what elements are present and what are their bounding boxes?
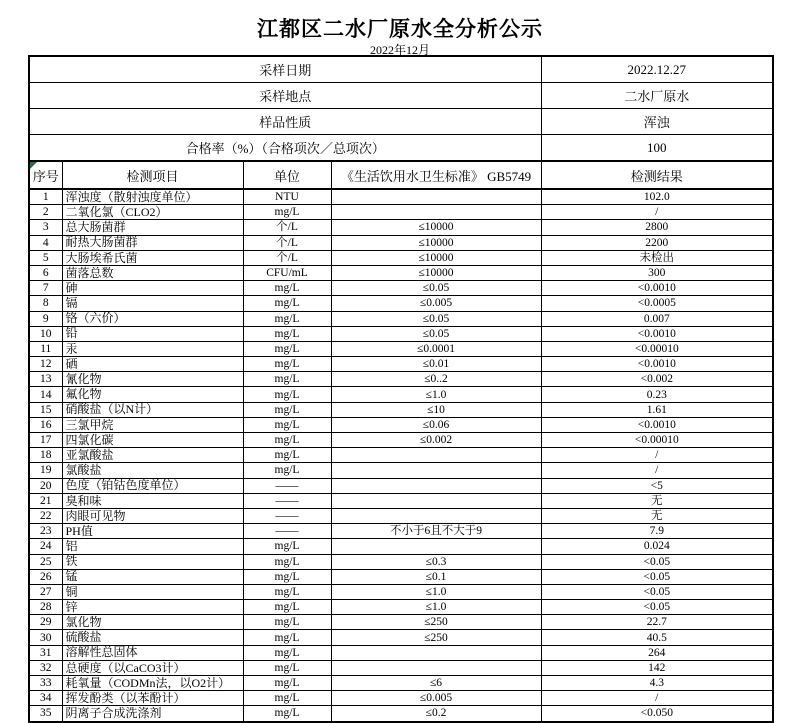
table-row — [29, 691, 773, 706]
table-row — [29, 584, 773, 599]
info-row-pass-rate — [29, 135, 773, 162]
row-standard — [331, 478, 541, 493]
row-standard: 不小于6且不大于9 — [331, 524, 541, 539]
table-row — [29, 660, 773, 675]
excel-error-triangle-icon — [30, 162, 37, 169]
row-result: <0.05 — [541, 600, 773, 615]
row-item-name: 氰化物 — [62, 372, 243, 387]
row-result: 264 — [541, 645, 773, 660]
row-result: <0.002 — [541, 372, 773, 387]
row-unit: mg/L — [243, 402, 331, 417]
row-unit: mg/L — [243, 448, 331, 463]
row-item-name: 耐热大肠菌群 — [62, 235, 243, 250]
table-row — [29, 630, 773, 645]
table-row — [29, 281, 773, 296]
row-standard — [331, 508, 541, 523]
row-item-name: 镉 — [62, 296, 243, 311]
row-result: <0.0010 — [541, 281, 773, 296]
table-row — [29, 524, 773, 539]
row-result: / — [541, 463, 773, 478]
table-row — [29, 402, 773, 417]
row-item-name: 硫酸盐 — [62, 630, 243, 645]
row-result: 无 — [541, 493, 773, 508]
row-standard — [331, 660, 541, 675]
table-row — [29, 493, 773, 508]
row-unit: mg/L — [243, 706, 331, 722]
col-header-seq: 序号 — [29, 161, 62, 189]
row-standard: ≤250 — [331, 615, 541, 630]
row-standard: ≤0.06 — [331, 417, 541, 432]
row-result: 40.5 — [541, 630, 773, 645]
row-standard: ≤0.005 — [331, 296, 541, 311]
row-seq: 34 — [29, 691, 62, 706]
row-item-name: 挥发酚类（以苯酚计） — [62, 691, 243, 706]
row-unit: mg/L — [243, 676, 331, 691]
info-label: 采样地点 — [29, 83, 541, 109]
info-row-sampling-site — [29, 83, 773, 109]
row-unit: mg/L — [243, 584, 331, 599]
row-result: 0.007 — [541, 311, 773, 326]
table-row — [29, 706, 773, 722]
table-row — [29, 645, 773, 660]
row-seq: 24 — [29, 539, 62, 554]
row-seq: 35 — [29, 706, 62, 722]
row-unit: CFU/mL — [243, 265, 331, 280]
info-label: 采样日期 — [29, 56, 541, 83]
row-item-name: 硒 — [62, 357, 243, 372]
row-item-name: 锌 — [62, 600, 243, 615]
row-item-name: 汞 — [62, 341, 243, 356]
table-row — [29, 569, 773, 584]
row-seq: 29 — [29, 615, 62, 630]
row-result: <0.0005 — [541, 296, 773, 311]
table-row — [29, 600, 773, 615]
row-unit: mg/L — [243, 341, 331, 356]
row-item-name: 氯酸盐 — [62, 463, 243, 478]
row-seq: 1 — [29, 189, 62, 205]
row-seq: 2 — [29, 205, 62, 220]
row-item-name: 三氯甲烷 — [62, 417, 243, 432]
row-seq: 12 — [29, 357, 62, 372]
row-item-name: 铝 — [62, 539, 243, 554]
row-seq: 16 — [29, 417, 62, 432]
row-seq: 32 — [29, 660, 62, 675]
row-unit: mg/L — [243, 569, 331, 584]
row-result: / — [541, 448, 773, 463]
row-result: 102.0 — [541, 189, 773, 205]
table-row — [29, 433, 773, 448]
row-seq: 28 — [29, 600, 62, 615]
row-item-name: 亚氯酸盐 — [62, 448, 243, 463]
row-seq: 21 — [29, 493, 62, 508]
row-seq: 31 — [29, 645, 62, 660]
table-row — [29, 326, 773, 341]
row-unit: mg/L — [243, 296, 331, 311]
row-result: 1.61 — [541, 402, 773, 417]
row-seq: 9 — [29, 311, 62, 326]
row-unit: mg/L — [243, 433, 331, 448]
row-item-name: 四氯化碳 — [62, 433, 243, 448]
row-unit: mg/L — [243, 615, 331, 630]
row-seq: 23 — [29, 524, 62, 539]
row-unit: mg/L — [243, 600, 331, 615]
results-body — [29, 189, 773, 722]
row-item-name: 硝酸盐（以N计） — [62, 402, 243, 417]
info-value: 2022.12.27 — [541, 56, 773, 83]
row-seq: 13 — [29, 372, 62, 387]
table-row — [29, 250, 773, 265]
row-seq: 4 — [29, 235, 62, 250]
row-standard: ≤1.0 — [331, 387, 541, 402]
table-row — [29, 463, 773, 478]
row-standard: ≤0.05 — [331, 281, 541, 296]
table-row — [29, 220, 773, 235]
row-standard: ≤10 — [331, 402, 541, 417]
row-item-name: 浑浊度（散射浊度单位） — [62, 189, 243, 205]
row-item-name: 阴离子合成洗涤剂 — [62, 706, 243, 722]
row-item-name: 肉眼可见物 — [62, 508, 243, 523]
row-unit: mg/L — [243, 357, 331, 372]
row-item-name: 铁 — [62, 554, 243, 569]
row-standard: ≤0.005 — [331, 691, 541, 706]
row-standard: ≤250 — [331, 630, 541, 645]
row-standard — [331, 189, 541, 205]
row-standard: ≤0.05 — [331, 326, 541, 341]
row-standard — [331, 205, 541, 220]
row-item-name: 铜 — [62, 584, 243, 599]
table-row — [29, 205, 773, 220]
row-unit: 个/L — [243, 220, 331, 235]
row-unit: mg/L — [243, 326, 331, 341]
row-seq: 19 — [29, 463, 62, 478]
row-standard: ≤0.0001 — [331, 341, 541, 356]
row-unit: mg/L — [243, 691, 331, 706]
row-result: 0.23 — [541, 387, 773, 402]
table-row — [29, 372, 773, 387]
col-header-result: 检测结果 — [541, 161, 773, 189]
row-standard: ≤0.3 — [331, 554, 541, 569]
info-row-sampling-date — [29, 56, 773, 83]
row-standard: ≤10000 — [331, 265, 541, 280]
row-standard: ≤1.0 — [331, 600, 541, 615]
row-unit: mg/L — [243, 387, 331, 402]
row-seq: 33 — [29, 676, 62, 691]
row-standard: ≤0..2 — [331, 372, 541, 387]
row-seq: 30 — [29, 630, 62, 645]
row-unit: NTU — [243, 189, 331, 205]
table-row — [29, 615, 773, 630]
row-seq: 10 — [29, 326, 62, 341]
row-standard — [331, 448, 541, 463]
row-seq: 15 — [29, 402, 62, 417]
table-row — [29, 539, 773, 554]
info-value: 100 — [541, 135, 773, 162]
row-unit: mg/L — [243, 645, 331, 660]
row-seq: 26 — [29, 569, 62, 584]
col-header-standard: 《生活饮用水卫生标准》 GB5749 — [331, 161, 541, 189]
row-unit: —— — [243, 493, 331, 508]
row-item-name: 铅 — [62, 326, 243, 341]
row-seq: 14 — [29, 387, 62, 402]
row-seq: 3 — [29, 220, 62, 235]
row-result: 2200 — [541, 235, 773, 250]
row-standard: ≤10000 — [331, 235, 541, 250]
row-unit: 个/L — [243, 235, 331, 250]
row-seq: 20 — [29, 478, 62, 493]
row-unit: mg/L — [243, 539, 331, 554]
row-standard: ≤0.01 — [331, 357, 541, 372]
info-row-sample-nature — [29, 109, 773, 135]
table-row — [29, 357, 773, 372]
table-row — [29, 265, 773, 280]
table-row — [29, 296, 773, 311]
row-item-name: 氯化物 — [62, 615, 243, 630]
row-standard: ≤10000 — [331, 250, 541, 265]
table-row — [29, 676, 773, 691]
row-seq: 11 — [29, 341, 62, 356]
row-item-name: 臭和味 — [62, 493, 243, 508]
row-seq: 17 — [29, 433, 62, 448]
row-result: 4.3 — [541, 676, 773, 691]
col-header-item: 检测项目 — [62, 161, 243, 189]
row-result: / — [541, 205, 773, 220]
row-seq: 6 — [29, 265, 62, 280]
row-result: 0.024 — [541, 539, 773, 554]
row-result: 未检出 — [541, 250, 773, 265]
row-item-name: PH值 — [62, 524, 243, 539]
row-standard: ≤1.0 — [331, 584, 541, 599]
row-seq: 22 — [29, 508, 62, 523]
row-result: <0.05 — [541, 584, 773, 599]
page-title: 江都区二水厂原水全分析公示 — [257, 18, 543, 41]
row-unit: mg/L — [243, 205, 331, 220]
column-header-row — [29, 161, 773, 189]
row-unit: mg/L — [243, 660, 331, 675]
table-row — [29, 235, 773, 250]
row-standard — [331, 493, 541, 508]
row-result: 无 — [541, 508, 773, 523]
row-standard: ≤6 — [331, 676, 541, 691]
table-row — [29, 387, 773, 402]
row-result: 142 — [541, 660, 773, 675]
row-item-name: 菌落总数 — [62, 265, 243, 280]
row-unit: mg/L — [243, 554, 331, 569]
row-standard: ≤0.05 — [331, 311, 541, 326]
table-row — [29, 311, 773, 326]
table-row — [29, 448, 773, 463]
row-result: / — [541, 691, 773, 706]
row-result: <0.0010 — [541, 326, 773, 341]
row-result: <0.05 — [541, 569, 773, 584]
row-result: 300 — [541, 265, 773, 280]
row-standard: ≤0.2 — [331, 706, 541, 722]
info-label: 合格率（%）（合格项次／总项次） — [29, 135, 541, 162]
row-unit: mg/L — [243, 372, 331, 387]
row-seq: 27 — [29, 584, 62, 599]
row-unit: —— — [243, 478, 331, 493]
row-unit: mg/L — [243, 417, 331, 432]
row-result: <0.0010 — [541, 417, 773, 432]
analysis-table — [28, 55, 774, 723]
table-row — [29, 508, 773, 523]
info-value: 浑浊 — [541, 109, 773, 135]
row-unit: 个/L — [243, 250, 331, 265]
row-item-name: 氟化物 — [62, 387, 243, 402]
table-row — [29, 189, 773, 205]
row-seq: 8 — [29, 296, 62, 311]
row-seq: 25 — [29, 554, 62, 569]
row-item-name: 锰 — [62, 569, 243, 584]
row-standard: ≤0.1 — [331, 569, 541, 584]
row-result: <0.00010 — [541, 341, 773, 356]
row-item-name: 大肠埃希氏菌 — [62, 250, 243, 265]
row-unit: mg/L — [243, 630, 331, 645]
row-result: <5 — [541, 478, 773, 493]
row-item-name: 耗氧量（CODMn法，以O2计） — [62, 676, 243, 691]
row-standard: ≤0.002 — [331, 433, 541, 448]
table-row — [29, 417, 773, 432]
row-result: 7.9 — [541, 524, 773, 539]
row-item-name: 砷 — [62, 281, 243, 296]
row-result: <0.05 — [541, 554, 773, 569]
row-item-name: 二氧化氯（CLO2） — [62, 205, 243, 220]
table-row — [29, 554, 773, 569]
info-value: 二水厂原水 — [541, 83, 773, 109]
report-month: 2022年12月 — [369, 43, 430, 57]
row-item-name: 色度（铂钴色度单位） — [62, 478, 243, 493]
table-row — [29, 341, 773, 356]
row-unit: mg/L — [243, 463, 331, 478]
table-row — [29, 478, 773, 493]
row-item-name: 溶解性总固体 — [62, 645, 243, 660]
row-item-name: 总大肠菌群 — [62, 220, 243, 235]
row-standard: ≤10000 — [331, 220, 541, 235]
row-result: <0.050 — [541, 706, 773, 722]
row-seq: 7 — [29, 281, 62, 296]
row-result: 22.7 — [541, 615, 773, 630]
row-seq: 18 — [29, 448, 62, 463]
row-item-name: 铬（六价） — [62, 311, 243, 326]
row-unit: —— — [243, 508, 331, 523]
row-result: <0.00010 — [541, 433, 773, 448]
row-item-name: 总硬度（以CaCO3计） — [62, 660, 243, 675]
info-label: 样品性质 — [29, 109, 541, 135]
row-standard — [331, 463, 541, 478]
row-unit: —— — [243, 524, 331, 539]
row-seq: 5 — [29, 250, 62, 265]
row-standard — [331, 645, 541, 660]
col-header-unit: 单位 — [243, 161, 331, 189]
row-unit: mg/L — [243, 311, 331, 326]
row-unit: mg/L — [243, 281, 331, 296]
row-result: <0.0010 — [541, 357, 773, 372]
row-standard — [331, 539, 541, 554]
row-result: 2800 — [541, 220, 773, 235]
